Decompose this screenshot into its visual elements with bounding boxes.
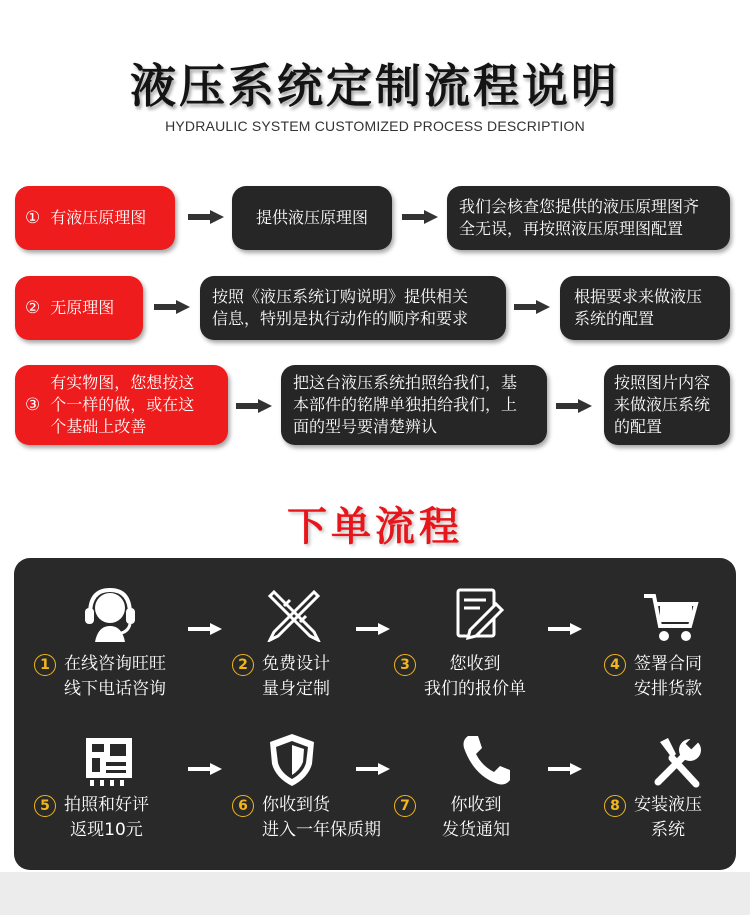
order-step-3 (394, 652, 526, 702)
order-step-6 (232, 793, 381, 843)
order-step-2 (232, 652, 330, 702)
page-title: 液压系统定制流程说明 (130, 59, 620, 113)
arrow-icon (188, 620, 222, 632)
step-text: 签署合同 安排货款 (634, 654, 702, 699)
step-text: 安装液压 系统 (634, 795, 702, 840)
arrow-icon (514, 300, 550, 314)
scenario-3-step-3 (604, 365, 730, 445)
circuit-board-icon (82, 734, 142, 790)
arrow-icon (402, 210, 438, 224)
scenario-2-number: ② (25, 298, 41, 318)
order-step-7 (394, 793, 510, 843)
arrow-icon (548, 760, 582, 772)
design-tools-icon (264, 586, 324, 642)
scenario-2-step-3 (560, 276, 730, 340)
phone-icon (458, 732, 518, 788)
scenario-1-step-2 (232, 186, 392, 250)
scenario-1-box (15, 186, 175, 250)
order-process-title: 下单流程 (287, 504, 463, 550)
arrow-icon (556, 399, 592, 413)
step-number: 6 (232, 795, 254, 817)
scenario-3-label: 有实物图，您想按这 个一样的做，或在这 个基础上改善 (50, 373, 195, 436)
scenario-3-step-2 (281, 365, 547, 445)
order-step-8 (604, 793, 702, 843)
scenario-1-step-3 (447, 186, 730, 250)
step-number: 7 (394, 795, 416, 817)
arrow-icon (356, 620, 390, 632)
wrench-screwdriver-icon (650, 734, 710, 790)
step-number: 5 (34, 795, 56, 817)
step-number: 4 (604, 654, 626, 676)
arrow-icon (236, 399, 272, 413)
step-text: 您收到 我们的报价单 (424, 654, 526, 699)
arrow-icon (154, 300, 190, 314)
scenario-2-label: 无原理图 (50, 298, 115, 317)
step-number: 2 (232, 654, 254, 676)
scenario-1-step-2-text: 提供液压原理图 (255, 208, 368, 227)
step-text: 你收到 发货通知 (442, 795, 510, 840)
step-text: 你收到货 进入一年保质期 (262, 795, 381, 840)
arrow-icon (188, 760, 222, 772)
scenario-3-step-3-text: 按照图片内容 来做液压系统 的配置 (614, 373, 711, 436)
scenario-3-step-2-text: 把这台液压系统拍照给我们，基 本部件的铭牌单独拍给我们，上 面的型号要清楚辨认 (293, 373, 518, 436)
shield-icon (262, 732, 322, 788)
scenario-2-box (15, 276, 143, 340)
scenario-2-step-3-text: 根据要求来做液压 系统的配置 (574, 287, 703, 328)
page-subtitle: HYDRAULIC SYSTEM CUSTOMIZED PROCESS DESCRIPTION (165, 118, 585, 134)
headset-icon (80, 586, 140, 642)
scenario-1-label: 有液压原理图 (50, 208, 147, 227)
order-step-5 (34, 793, 149, 843)
step-number: 1 (34, 654, 56, 676)
arrow-icon (188, 210, 224, 224)
order-step-1 (34, 652, 166, 702)
scenario-2-step-2-text: 按照《液压系统订购说明》提供相关 信息，特别是执行动作的顺序和要求 (212, 287, 469, 328)
scenario-3-box (15, 365, 228, 445)
step-text: 免费设计 量身定制 (262, 654, 330, 699)
quote-document-icon (448, 586, 508, 642)
step-text: 拍照和好评 返现10元 (64, 795, 149, 840)
bottom-strip (0, 872, 750, 915)
scenario-2-step-2 (200, 276, 506, 340)
order-step-4 (604, 652, 702, 702)
step-text: 在线咨询旺旺 线下电话咨询 (64, 654, 166, 699)
step-number: 3 (394, 654, 416, 676)
arrow-icon (356, 760, 390, 772)
shopping-cart-icon (640, 590, 700, 646)
scenario-1-number: ① (25, 208, 41, 228)
scenario-1-step-3-text: 我们会核查您提供的液压原理图齐 全无误，再按照液压原理图配置 (459, 197, 700, 238)
step-number: 8 (604, 795, 626, 817)
arrow-icon (548, 620, 582, 632)
scenario-3-number: ③ (25, 395, 41, 415)
